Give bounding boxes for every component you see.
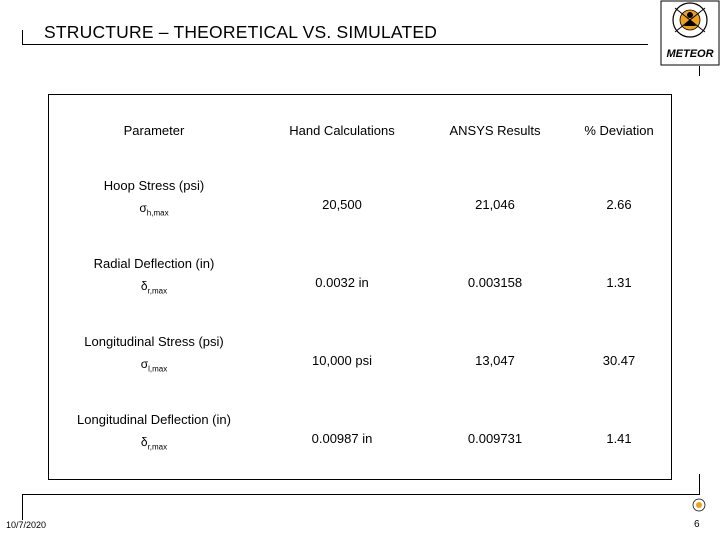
parameter-cell	[49, 399, 259, 477]
parameter-cell	[49, 321, 259, 399]
parameter-name: Longitudinal Deflection (in)	[77, 412, 231, 428]
ansys-value: 21,046	[475, 196, 515, 212]
parameter-symbol: $\sigma_{h,max}$	[139, 201, 169, 218]
table-row	[49, 399, 671, 477]
parameter-name: Longitudinal Stress (psi)	[84, 334, 224, 350]
table-row	[49, 243, 671, 321]
deviation-value: 1.31	[606, 274, 632, 290]
frame-tick	[22, 30, 23, 44]
parameter-symbol: $\delta_{r,max}$	[140, 435, 168, 452]
ansys-value: 13,047	[475, 352, 515, 368]
ansys-value: 0.009731	[467, 430, 523, 446]
logo-text: METEOR	[666, 48, 714, 60]
hand-calc-value: 0.0032 in	[315, 274, 369, 290]
table-header	[49, 95, 671, 165]
slide-title: STRUCTURE – THEORETICAL VS. SIMULATED	[44, 22, 438, 42]
frame-tick	[22, 494, 23, 520]
parameter-name: Radial Deflection (in)	[93, 256, 215, 272]
page-number: 6	[694, 519, 700, 530]
header-deviation: % Deviation	[584, 122, 654, 138]
footer-date: 10/7/2020	[6, 520, 47, 530]
parameter-symbol: $\delta_{r,max}$	[140, 279, 168, 296]
parameter-symbol: $\sigma_{l,max}$	[140, 357, 168, 374]
parameter-name: Hoop Stress (psi)	[103, 178, 205, 194]
header-ansys-results: ANSYS Results	[449, 122, 541, 138]
top-rule	[22, 44, 648, 45]
table-row	[49, 165, 671, 243]
parameter-cell	[49, 243, 259, 321]
header-parameter: Parameter	[123, 122, 185, 138]
deviation-value: 30.47	[602, 352, 636, 368]
header-hand-calculations: Hand Calculations	[289, 122, 395, 138]
frame-tick	[699, 474, 700, 494]
table-row	[49, 321, 671, 399]
frame-tick	[699, 66, 700, 76]
bottom-rule	[22, 494, 700, 495]
meteor-logo-icon	[660, 0, 720, 66]
meteor-mini-icon	[692, 498, 706, 512]
hand-calc-value: 0.00987 in	[311, 430, 373, 446]
hand-calc-value: 10,000 psi	[312, 352, 372, 368]
hand-calc-value: 20,500	[322, 196, 362, 212]
comparison-table	[48, 94, 672, 480]
parameter-cell	[49, 165, 259, 243]
deviation-value: 1.41	[606, 430, 632, 446]
deviation-value: 2.66	[606, 196, 632, 212]
ansys-value: 0.003158	[467, 274, 523, 290]
